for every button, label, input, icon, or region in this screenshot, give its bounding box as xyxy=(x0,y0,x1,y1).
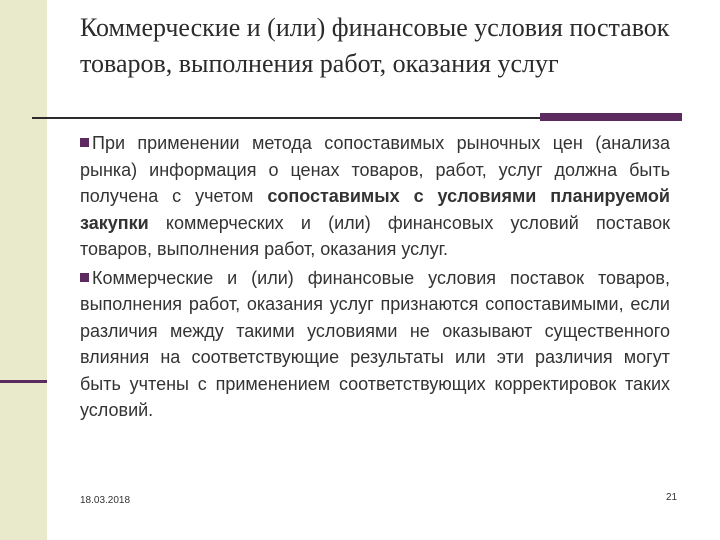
paragraph-2 xyxy=(80,265,670,424)
slide-title: Коммерческие и (или) финансовые условия поставок товаров, выполнения работ, оказания услуг xyxy=(80,13,670,78)
paragraph-1 xyxy=(80,130,670,263)
square-bullet-icon xyxy=(80,273,89,282)
paragraph-2-text: Коммерческие и (или) финансовые условия поставок товаров, выполнения работ, оказания услуг признаются сопоставимыми, если различия между такими условиями не оказывают существенного влияния на соответствующие результаты или эти различия могут быть учтены с применением соответствующих корректировок таких условий. xyxy=(80,267,670,420)
title-accent-bar xyxy=(540,113,682,121)
slide-body xyxy=(80,130,670,426)
square-bullet-icon xyxy=(80,138,89,147)
paragraph-1-text-end: коммерческих и (или) финансовых условий поставок товаров, выполнения работ, оказания услуг. xyxy=(80,212,670,259)
paragraph-1-emphasis: сопоставимых с условиями планируемой закупки xyxy=(80,186,670,233)
paragraph-1-text-start: При применении метода сопоставимых рыночных цен (анализа рынка) информация о ценах товаров, работ, услуг должна быть получена с учетом xyxy=(80,133,670,206)
page-number: 21 xyxy=(666,492,678,503)
left-sidebar-band xyxy=(0,0,47,540)
sidebar-accent-line xyxy=(0,380,47,383)
footer-date: 18.03.2018 xyxy=(80,495,131,506)
